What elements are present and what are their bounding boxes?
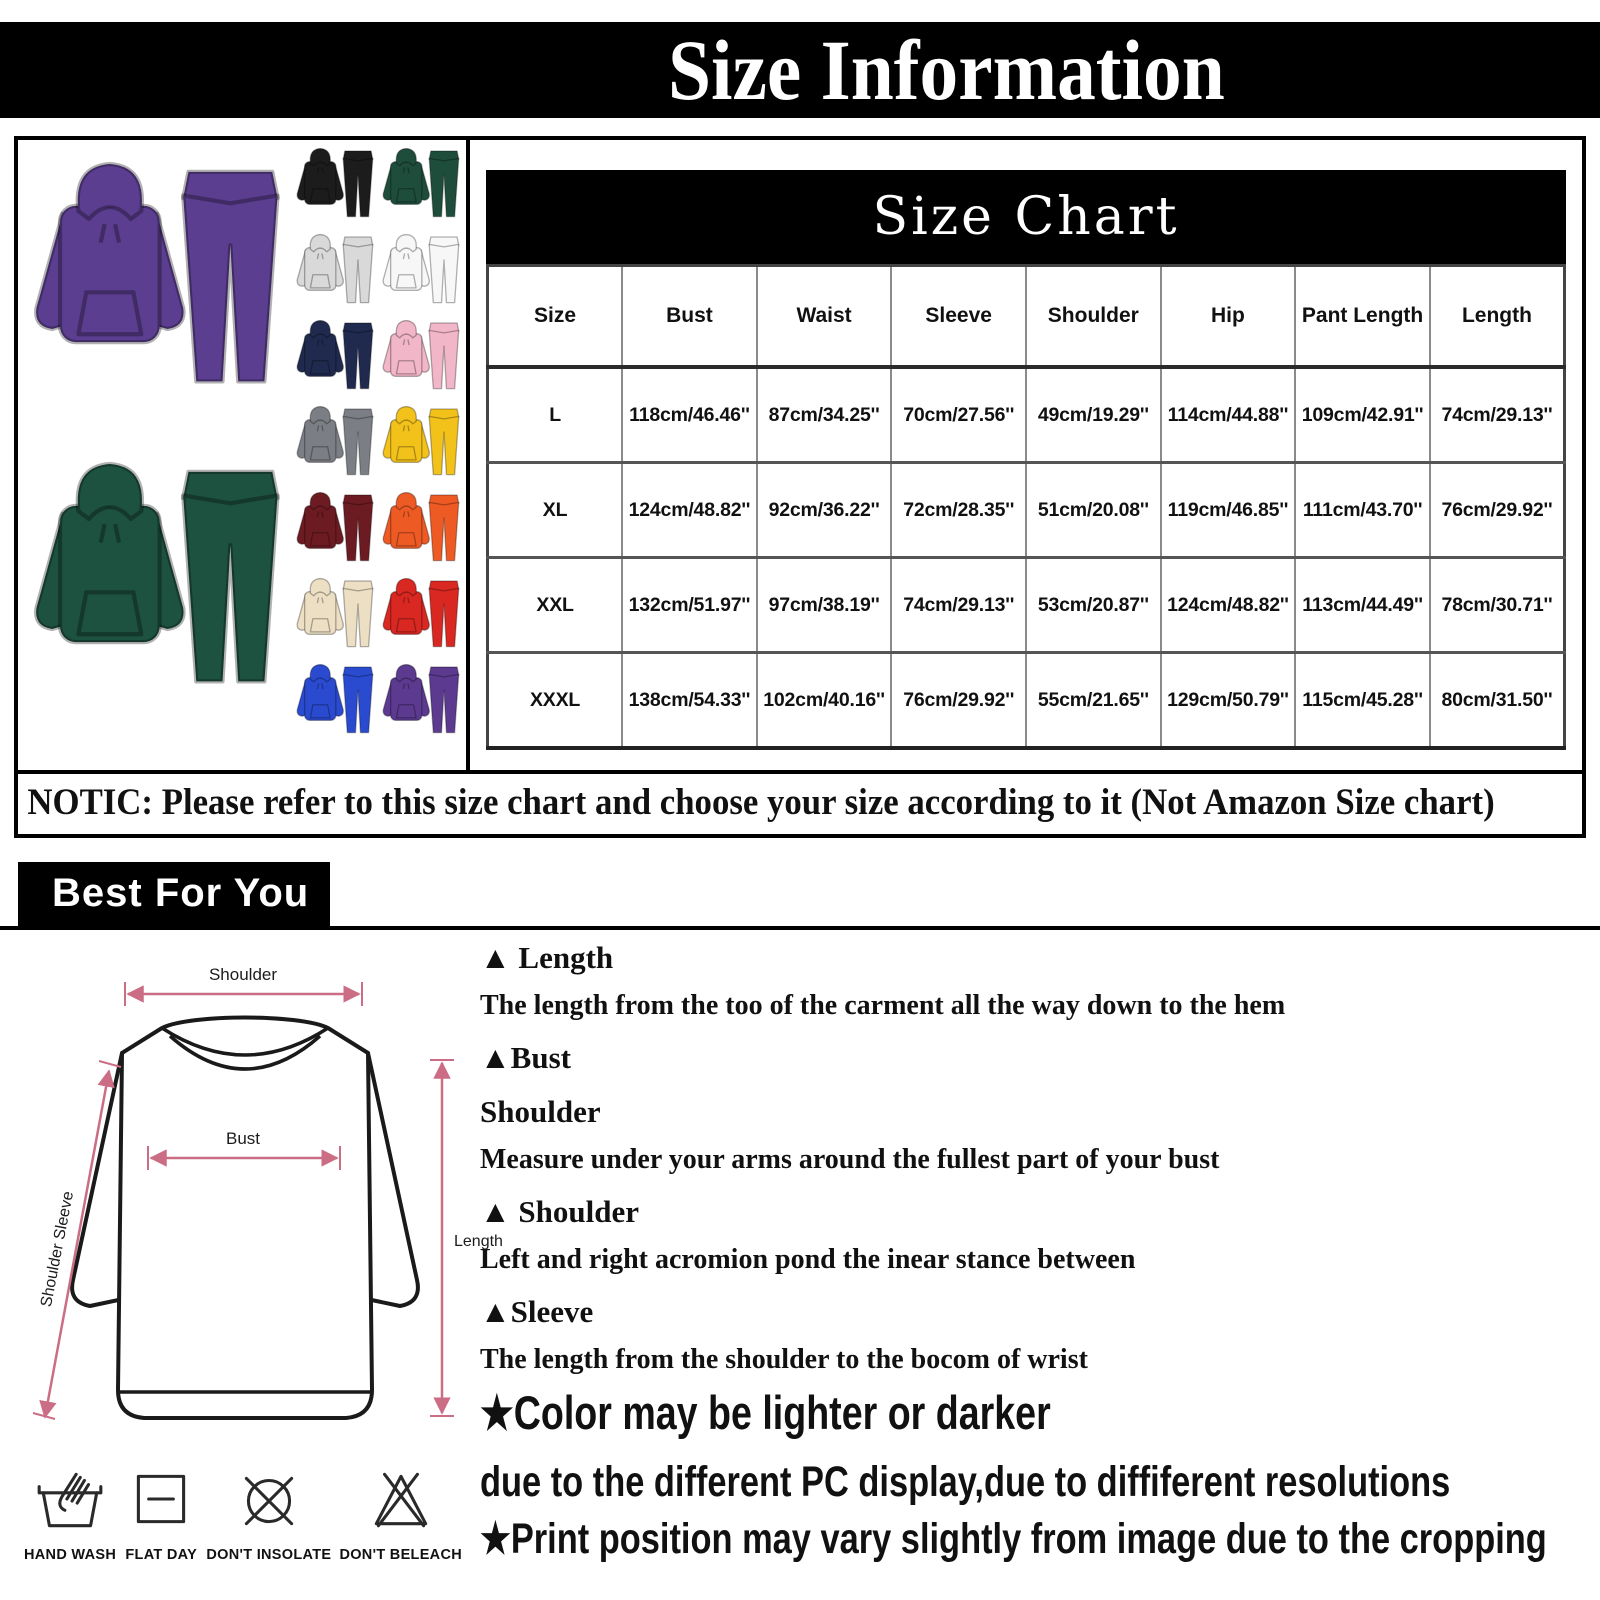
flat-day-icon <box>124 1462 198 1536</box>
variant-suit-gray <box>294 404 376 478</box>
guide-body-sleeve: The length from the shoulder to the bocom of wrist <box>480 1344 1088 1375</box>
variant-suit-pink <box>380 318 462 392</box>
care-dont-beleach <box>339 1462 462 1563</box>
best-for-you-banner <box>18 862 330 926</box>
size-label: XXXL <box>488 653 623 749</box>
measurement-cell: 49cm/19.29'' <box>1026 367 1161 463</box>
sweater-torso <box>118 1018 372 1419</box>
column-header: Sleeve <box>891 266 1026 368</box>
size-label: XXL <box>488 558 623 653</box>
measurement-cell: 87cm/34.25'' <box>757 367 892 463</box>
care-label: DON'T INSOLATE <box>206 1547 332 1563</box>
measurement-cell: 124cm/48.82'' <box>622 463 757 558</box>
measurement-cell: 55cm/21.65'' <box>1026 653 1161 749</box>
variant-suit-light-gray <box>294 232 376 306</box>
measurement-cell: 76cm/29.92'' <box>1430 463 1565 558</box>
measurement-cell: 132cm/51.97'' <box>622 558 757 653</box>
column-header: Waist <box>757 266 892 368</box>
measurement-cell: 51cm/20.08'' <box>1026 463 1161 558</box>
measurement-cell: 118cm/46.46'' <box>622 367 757 463</box>
variant-suit-beige <box>294 576 376 650</box>
measure-guide <box>480 936 1598 1565</box>
size-chart-panel <box>470 140 1582 770</box>
notice-text: NOTIC: Please refer to this size chart and choose your size according to it (Not Amazon Size chart) <box>27 782 1495 823</box>
page-title: Size Information <box>668 22 1225 118</box>
divider-rule <box>0 926 1600 930</box>
care-dont-insolate <box>206 1462 331 1563</box>
measurement-cell: 109cm/42.91'' <box>1295 367 1430 463</box>
measurement-cell: 72cm/28.35'' <box>891 463 1026 558</box>
size-chart-title: Size Chart <box>486 170 1566 264</box>
care-label: HAND WASH <box>24 1547 117 1563</box>
measurement-cell: 53cm/20.87'' <box>1026 558 1161 653</box>
variant-suit-maroon <box>294 490 376 564</box>
size-row <box>488 653 1565 749</box>
guide-heading-shoulder: ▲ Shoulder <box>480 1194 640 1229</box>
measurement-cell: 124cm/48.82'' <box>1161 558 1296 653</box>
column-header: Shoulder <box>1026 266 1161 368</box>
variant-suit-navy <box>294 318 376 392</box>
measurement-cell: 76cm/29.92'' <box>891 653 1026 749</box>
hand-wash-icon <box>33 1462 107 1536</box>
measurement-cell: 78cm/30.71'' <box>1430 558 1565 653</box>
dont-beleach-icon <box>364 1462 438 1536</box>
care-hand-wash <box>24 1462 116 1563</box>
variant-suit-yellow <box>380 404 462 478</box>
size-information-banner <box>0 22 1600 118</box>
measurement-cell: 80cm/31.50'' <box>1430 653 1565 749</box>
size-row <box>488 463 1565 558</box>
guide-body-shoulder: Left and right acromion pond the inear stance between <box>480 1244 1136 1275</box>
best-for-you-label: Best For You <box>52 871 310 915</box>
measurement-cell: 119cm/46.85'' <box>1161 463 1296 558</box>
variant-suit-royal-blue <box>294 662 376 736</box>
variant-suit-orange <box>380 490 462 564</box>
measurement-cell: 102cm/40.16'' <box>757 653 892 749</box>
variant-suit-red <box>380 576 462 650</box>
guide-heading-length: ▲ Length <box>480 940 614 975</box>
guide-body-length: The length from the too of the carment all the way down to the hem <box>480 990 1286 1021</box>
variant-suit-black <box>294 146 376 220</box>
measurement-cell: 113cm/44.49'' <box>1295 558 1430 653</box>
footnote-display: due to the different PC display,due to diffiferent resolutions <box>480 1458 1451 1507</box>
guide-heading-bust: ▲Bust <box>480 1040 571 1075</box>
frame-content <box>18 140 1582 770</box>
column-header: Pant Length <box>1295 266 1430 368</box>
measurement-cell: 111cm/43.70'' <box>1295 463 1430 558</box>
shoulder-sleeve-label: Shoulder Sleeve <box>38 1189 78 1309</box>
measurement-cell: 70cm/27.56'' <box>891 367 1026 463</box>
main-suit-2 <box>26 456 288 692</box>
guide-heading-sleeve: ▲Sleeve <box>480 1294 594 1329</box>
measurement-cell: 74cm/29.13'' <box>1430 367 1565 463</box>
measurement-cell: 114cm/44.88'' <box>1161 367 1296 463</box>
size-label: XL <box>488 463 623 558</box>
length-label: Length <box>454 1233 503 1250</box>
column-header: Size <box>488 266 623 368</box>
measurement-cell: 92cm/36.22'' <box>757 463 892 558</box>
sweater-measurement-diagram <box>10 950 510 1460</box>
care-label: FLAT DAY <box>125 1547 198 1563</box>
variant-suit-dark-green <box>380 146 462 220</box>
size-chart-table <box>486 264 1566 750</box>
care-flat-day <box>124 1462 198 1563</box>
guide-sub-shoulder: Shoulder <box>480 1094 601 1129</box>
measurement-cell: 138cm/54.33'' <box>622 653 757 749</box>
care-icons-row <box>24 1462 462 1563</box>
measurement-cell: 115cm/45.28'' <box>1295 653 1430 749</box>
measurement-cell: 129cm/50.79'' <box>1161 653 1296 749</box>
measurement-cell: 74cm/29.13'' <box>891 558 1026 653</box>
size-row <box>488 558 1565 653</box>
variant-suit-white <box>380 232 462 306</box>
column-header: Length <box>1430 266 1565 368</box>
care-label: DON'T BELEACH <box>339 1547 462 1563</box>
variant-suit-purple <box>380 662 462 736</box>
measurement-cell: 97cm/38.19'' <box>757 558 892 653</box>
size-label: L <box>488 367 623 463</box>
header-row <box>488 266 1565 368</box>
column-header: Hip <box>1161 266 1296 368</box>
shoulder-label: Shoulder <box>208 965 278 984</box>
footnote-color: ★Color may be lighter or darker <box>480 1386 1051 1439</box>
size-row <box>488 367 1565 463</box>
dont-insolate-icon <box>232 1462 306 1536</box>
product-image-panel <box>18 140 470 770</box>
guide-body-bust: Measure under your arms around the fullest part of your bust <box>480 1144 1220 1175</box>
bust-label: Bust <box>225 1129 261 1148</box>
notice-row <box>18 770 1582 834</box>
footnote-print: ★Print position may vary slightly from image due to the cropping <box>480 1515 1547 1564</box>
main-suit-1 <box>26 156 288 392</box>
column-header: Bust <box>622 266 757 368</box>
variant-grid <box>294 146 464 748</box>
size-chart-frame <box>14 136 1586 838</box>
